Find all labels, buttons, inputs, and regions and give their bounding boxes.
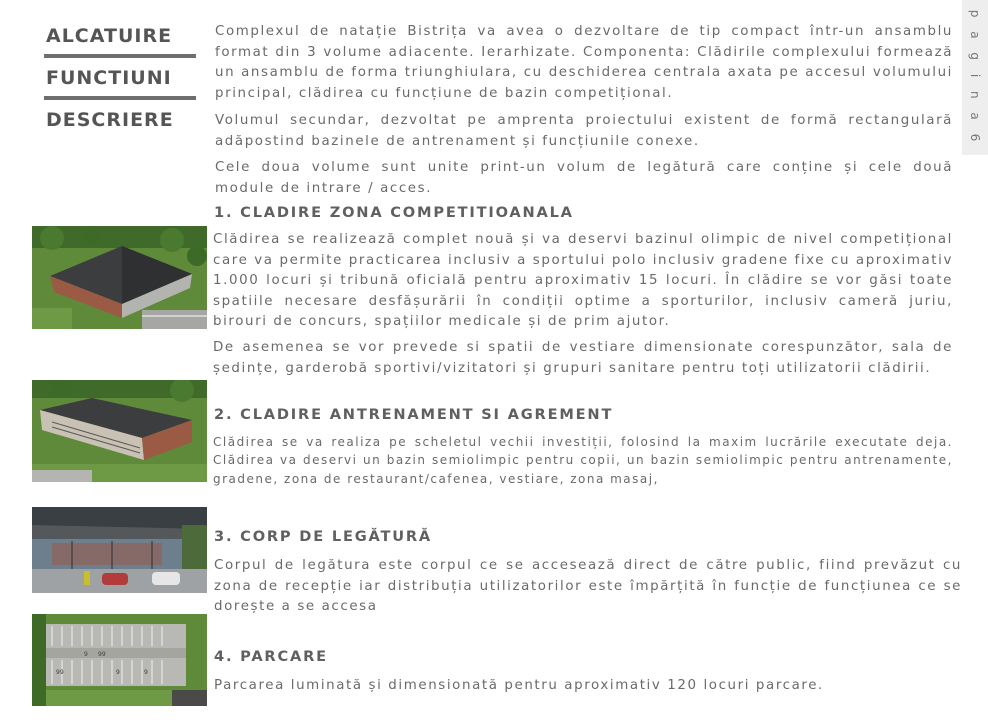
parking-spot-label: 9 [84,651,88,658]
parking-spot-label: 9 [144,669,148,676]
intro-paragraph-1: Complexul de natație Bistrița va avea o dezvoltare de tip compact într-un ansamblu format din 3 volume adiacente. Ierarhizate. Componenta: Clădirile complexului formează un ansamblu de forma triunghiulara, cu deschiderea centrala axata pe accesul volumului principal, clădirea cu funcțiune de bazin competițional. [215,24,953,101]
section-heading-3: 3. CORP DE LEGĂTURĂ [214,528,433,545]
section-heading-2: 2. CLADIRE ANTRENAMENT SI AGREMENT [214,406,614,423]
section-heading-4: 4. PARCARE [214,648,328,665]
section-4-paragraph-1: Parcarea luminată și dimensionată pentru aproximativ 120 locuri parcare. [214,678,824,693]
menu-item-functiuni: FUNCTIUNI [46,67,172,89]
page-number-label: p a g i n a 6 [968,9,982,146]
competition-building-render [32,226,207,329]
menu-divider [44,96,196,100]
menu-item-descriere: DESCRIERE [46,109,174,131]
menu-divider [44,54,196,58]
section-3-paragraph-1: Corpul de legătura este corpul ce se accesează direct de către public, fiind prevăzut cu zona de recepție iar distribuția utilizatorilor este împărțită în funcție de funcțiunea ce se dorește a se accesa [214,558,962,614]
parking-spot-label: 99 [98,651,106,658]
connecting-building-render [32,507,207,593]
section-heading-1: 1. CLADIRE ZONA COMPETITIOANALA [214,204,574,221]
section-1-paragraph-2: De asemenea se vor prevede si spatii de vestiare dimensionate corespunzător, sala de ședințe, garderobă sportivi/vizitatori și grupuri sanitare pentru toți utilizatorii clădirii. [213,340,953,376]
intro-paragraph-2: Volumul secundar, dezvoltat pe amprenta proiectului existent de formă rectangulară adăpostind bazinele de antrenament și funcțiunile conexe. [215,113,953,149]
page-number-tab [962,0,988,155]
section-1-paragraph-1: Clădirea se realizează complet nouă și va deservi bazinul olimpic de nivel competițional care va permite practicarea inclusiv a sportului polo inclusiv gradene fixe cu aproximativ 1.000 locuri și tribună oficială pentru aproximativ 15 locuri. În clădire se vor găsi toate spatiile necesare desfășurării în condiții optime a sporturilor, inclusiv cameră juriu, birouri de concurs, spațiilor medicale și de prim ajutor. [213,232,953,329]
intro-paragraph-3: Cele doua volume sunt unite print-un volum de legătură care conține și cele două module de intrare / acces. [215,160,953,196]
menu-item-alcatuire: ALCATUIRE [46,25,173,47]
parking-spot-label: 99 [56,669,64,676]
parking-render [32,614,207,706]
section-menu [44,22,196,134]
training-building-render [32,380,207,482]
section-2-paragraph-1: Clădirea se va realiza pe scheletul vechii investiții, folosind la maxim lucrările executate deja. Clădirea va deservi un bazin semiolimpic pentru copii, un bazin semiolimpic pentru antrenamente, gradene, zona de restaurant/cafenea, vestiare, zona masaj, [213,435,953,486]
parking-spot-label: 9 [116,669,120,676]
